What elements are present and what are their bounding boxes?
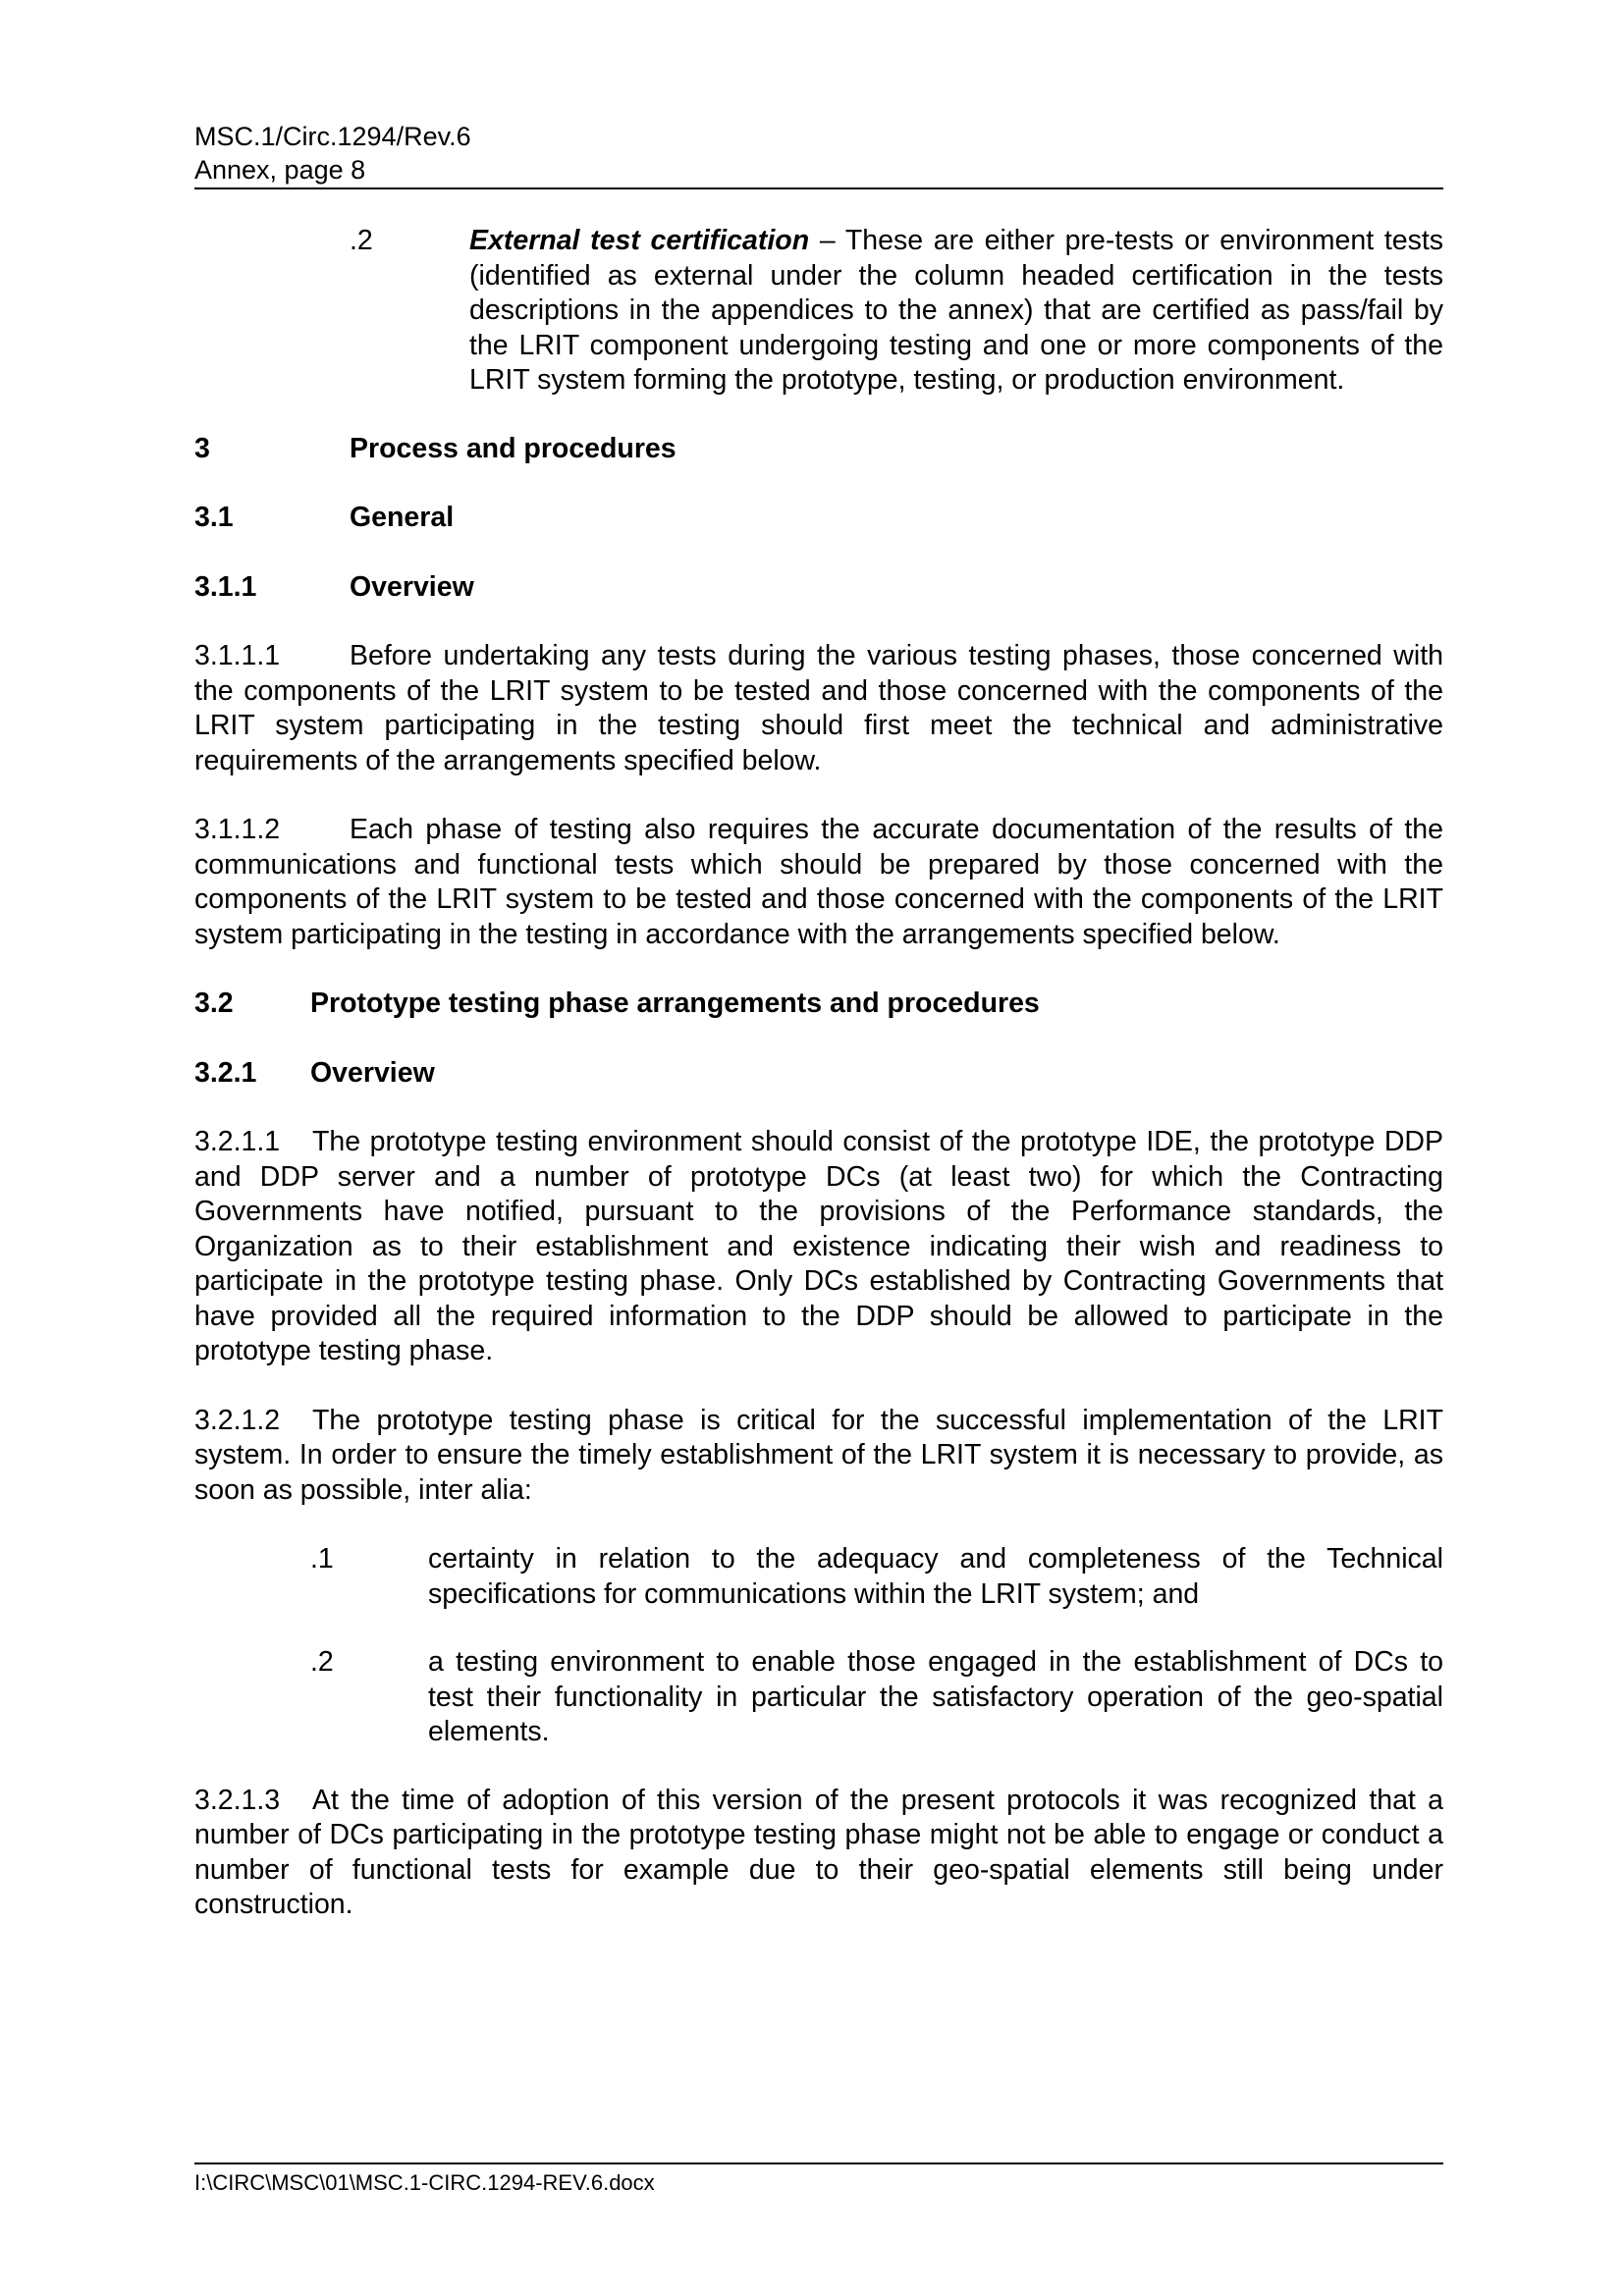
paragraph-text: At the time of adoption of this version of the present protocols it was recognized that a number of DCs participating in the prototype testing phase might not be able to engage or conduct a number of functional tests for example due to their geo-spatial elements still being under construction. bbox=[194, 1784, 1443, 1920]
heading-number: 3.1 bbox=[194, 502, 234, 533]
heading-number: 3.2 bbox=[194, 988, 234, 1019]
heading-3-1-1 bbox=[194, 570, 1443, 606]
list-item-2 bbox=[194, 1645, 1443, 1750]
heading-title: General bbox=[350, 502, 455, 533]
paragraph-number: 3.2.1.2 bbox=[194, 1404, 281, 1436]
list-item-1 bbox=[194, 1542, 1443, 1612]
paragraph-number: 3.1.1.1 bbox=[194, 640, 281, 671]
footer-file-path: I:\CIRC\MSC\01\MSC.1-CIRC.1294-REV.6.docx bbox=[194, 2170, 655, 2195]
footer-rule bbox=[194, 2163, 1443, 2164]
item-body: – These are either pre-tests or environment tests (identified as external under the column headed certification in the tests descriptions in the appendices to the annex) that are certified as pass/fail by the LRIT component undergoing testing and one or more components of the LRIT system forming the prototype, testing, or production environment. bbox=[469, 225, 1444, 396]
heading-title: Overview bbox=[350, 570, 474, 603]
page-reference: Annex, page 8 bbox=[194, 155, 366, 185]
paragraph-text: Before undertaking any tests during the various testing phases, those concerned with the components of the LRIT system to be tested and those concerned with the components of the LRIT system participating in the testing should first meet the technical and administrative requirements of the arrangements specified below. bbox=[194, 640, 1443, 776]
page-header bbox=[194, 120, 471, 187]
paragraph-3-1-1-2 bbox=[194, 813, 1443, 952]
paragraph-text: The prototype testing environment should consist of the prototype IDE, the prototype DDP and DDP server and a number of prototype DCs (at least two) for which the Contracting Governments have notified, pursuant to the provisions of the Performance standards, the Organization as to their establishment and existence indicating their wish and readiness to participate in the prototype testing phase. Only DCs established by Contracting Governments that have provided all the required information to the DDP should be allowed to participate in the prototype testing phase. bbox=[194, 1126, 1443, 1366]
document-body bbox=[194, 224, 1443, 1957]
heading-title: Process and procedures bbox=[350, 432, 677, 464]
heading-number: 3.2.1 bbox=[194, 1056, 257, 1089]
list-item-text: certainty in relation to the adequacy and completeness of the Technical specifications for communications within the LRIT system; and bbox=[428, 1543, 1443, 1610]
heading-3-2-1 bbox=[194, 1056, 1443, 1092]
list-item-text: a testing environment to enable those engaged in the establishment of DCs to test their functionality in particular the satisfactory operation of the geo-spatial elements. bbox=[428, 1646, 1443, 1747]
item-external-test-certification bbox=[194, 224, 1443, 399]
heading-3-1 bbox=[194, 501, 1443, 536]
list-item-number: .2 bbox=[310, 1646, 334, 1678]
heading-3-2 bbox=[194, 987, 1443, 1022]
paragraph-number: 3.2.1.3 bbox=[194, 1784, 281, 1816]
paragraph-3-1-1-1 bbox=[194, 639, 1443, 778]
item-number: .2 bbox=[350, 225, 373, 256]
paragraph-number: 3.1.1.2 bbox=[194, 814, 281, 845]
heading-3 bbox=[194, 432, 1443, 467]
paragraph-3-2-1-3 bbox=[194, 1784, 1443, 1923]
paragraph-number: 3.2.1.1 bbox=[194, 1126, 281, 1157]
heading-title: Overview bbox=[310, 1056, 435, 1089]
heading-number: 3.1.1 bbox=[194, 570, 257, 603]
item-title: External test certification bbox=[469, 225, 810, 256]
document-page bbox=[194, 0, 1443, 2296]
paragraph-3-2-1-1 bbox=[194, 1125, 1443, 1369]
header-rule bbox=[194, 187, 1443, 189]
heading-title: Prototype testing phase arrangements and procedures bbox=[310, 988, 1040, 1019]
paragraph-text: Each phase of testing also requires the accurate documentation of the results of the communications and functional tests which should be prepared by those concerned with the components of the LRIT system to be tested and those concerned with the components of the LRIT system participating in the testing in accordance with the arrangements specified below. bbox=[194, 814, 1443, 950]
item-text bbox=[469, 224, 1443, 399]
list-item-number: .1 bbox=[310, 1543, 334, 1575]
heading-number: 3 bbox=[194, 432, 210, 464]
paragraph-text: The prototype testing phase is critical for the successful implementation of the LRIT system. In order to ensure the timely establishment of the LRIT system it is necessary to provide, as soon as possible, inter alia: bbox=[194, 1404, 1443, 1506]
paragraph-3-2-1-2 bbox=[194, 1404, 1443, 1509]
document-symbol: MSC.1/Circ.1294/Rev.6 bbox=[194, 122, 471, 151]
